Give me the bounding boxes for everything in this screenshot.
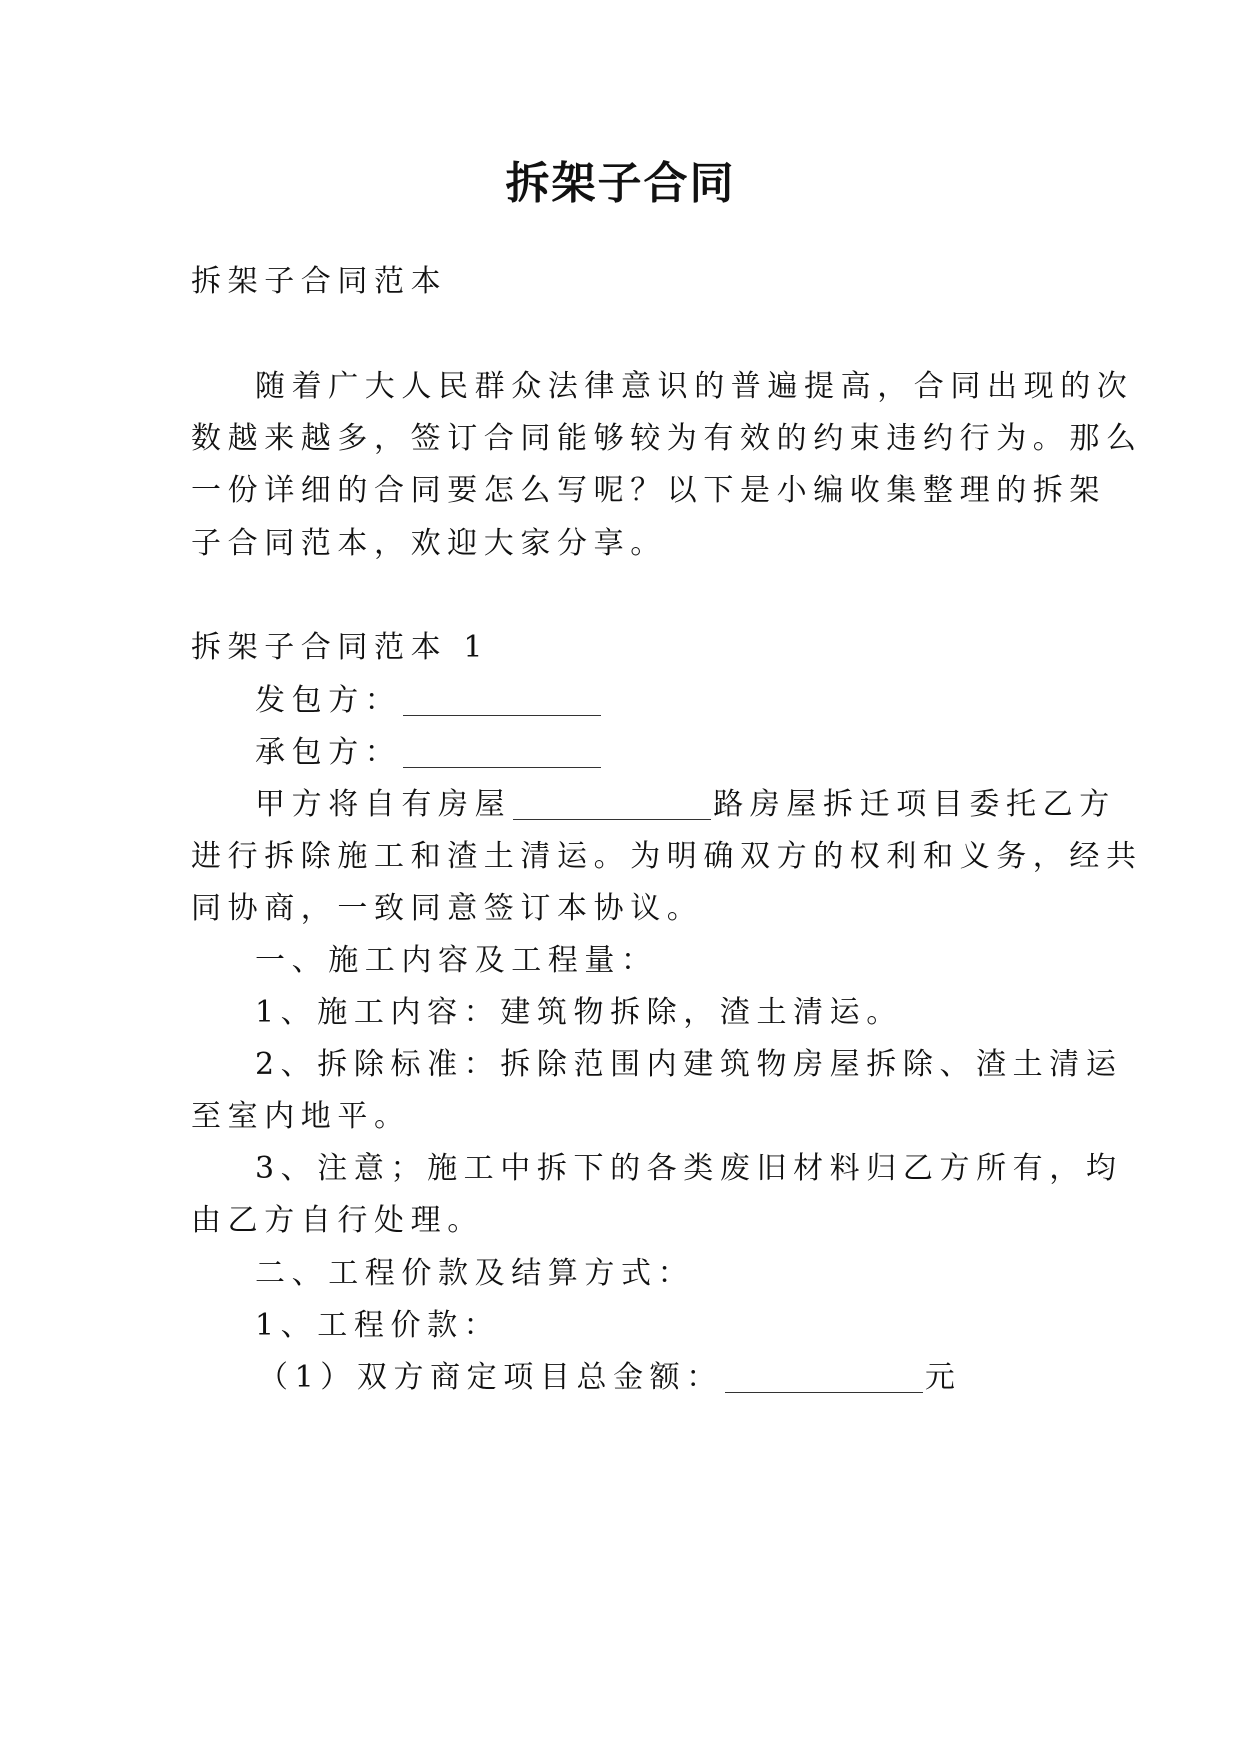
intro-line-2: 数越来越多，签订合同能够较为有效的约束违约行为。那么: [191, 421, 1143, 456]
heading-2: 二、工程价款及结算方式：: [255, 1256, 695, 1291]
party-a-blank: [403, 687, 601, 716]
item-3-line-1: 3、注意；施工中拆下的各类废旧材料归乙方所有，均: [255, 1151, 1123, 1186]
intro-line-1: 随着广大人民群众法律意识的普遍提高，合同出现的次: [255, 369, 1134, 404]
party-b-blank: [403, 739, 601, 768]
heading-1: 一、施工内容及工程量：: [255, 943, 658, 978]
document-subtitle: 拆架子合同范本: [191, 264, 448, 299]
para1-end: 路房屋拆迁项目委托乙方: [713, 787, 1116, 822]
item-2-line-1: 2、拆除标准：拆除范围内建筑物房屋拆除、渣土清运: [255, 1047, 1123, 1082]
address-blank: [513, 791, 711, 820]
item-3-line-2: 由乙方自行处理。: [191, 1203, 484, 1238]
intro-line-4: 子合同范本，欢迎大家分享。: [191, 526, 667, 561]
section-title: 拆架子合同范本 1: [191, 630, 490, 665]
item-2-line-2: 至室内地平。: [191, 1099, 411, 1134]
item-5-line: [258, 1358, 962, 1398]
party-b-label: 承包方：: [255, 735, 402, 770]
intro-line-3: 一份详细的合同要怎么写呢？以下是小编收集整理的拆架: [191, 473, 1106, 508]
para1-start: 甲方将自有房屋: [255, 787, 512, 822]
document-title: 拆架子合同: [505, 158, 736, 209]
para1-line-2: 进行拆除施工和渣土清运。为明确双方的权利和义务，经共: [191, 839, 1143, 874]
item-5-end: 元: [924, 1360, 962, 1395]
para1-line-1: [255, 785, 1116, 825]
para1-line-3: 同协商，一致同意签订本协议。: [191, 891, 704, 926]
party-b-line: [255, 733, 603, 773]
party-a-line: [255, 681, 603, 721]
item-4: 1、工程价款：: [255, 1308, 501, 1343]
party-a-label: 发包方：: [255, 683, 402, 718]
amount-blank: [725, 1364, 923, 1393]
item-1: 1、施工内容：建筑物拆除，渣土清运。: [255, 995, 903, 1030]
item-5-start: （1）双方商定项目总金额：: [258, 1360, 723, 1395]
